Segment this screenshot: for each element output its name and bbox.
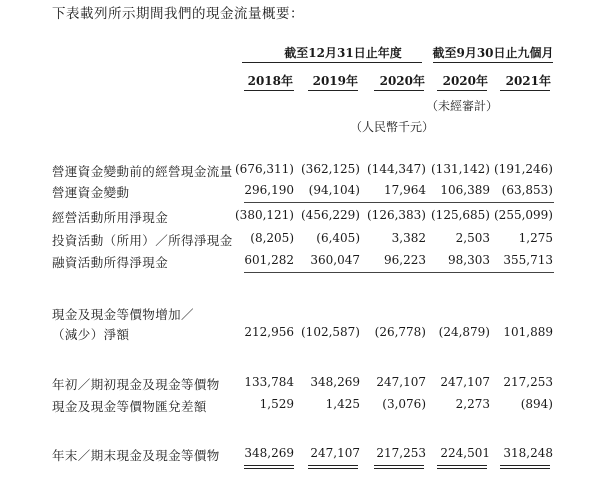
cell-value: 360,047 <box>310 253 360 267</box>
total-double-rule <box>374 468 424 469</box>
year-header-2019: 2019年 <box>312 74 358 88</box>
group-header-nine-months: 截至9月30日止九個月 <box>432 46 554 60</box>
row-label-line1: 現金及現金等價物增加／ <box>52 307 194 322</box>
year-rule <box>437 90 487 91</box>
cell-value: 296,190 <box>244 183 294 197</box>
total-double-rule <box>308 468 358 469</box>
cell-value: (362,125) <box>301 162 360 176</box>
group-rule-annual <box>242 62 422 63</box>
cell-value: (255,099) <box>494 208 553 222</box>
total-double-rule <box>500 465 550 466</box>
unaudited-note: （未經審計） <box>426 99 499 113</box>
year-rule <box>308 90 358 91</box>
row-label: 現金及現金等價物匯兌差額 <box>52 399 207 414</box>
cell-value: 1,425 <box>325 397 360 411</box>
cell-value: 224,501 <box>440 446 490 460</box>
total-double-rule <box>374 465 424 466</box>
cell-value: 217,253 <box>503 375 553 389</box>
cell-value: 101,889 <box>503 325 553 339</box>
row-label: （減少）淨額 <box>52 327 130 342</box>
row-label: 經營活動所用淨現金 <box>52 210 169 225</box>
cell-value: 1,275 <box>518 231 553 245</box>
cell-value: (63,853) <box>501 183 553 197</box>
year-header-2020-9m: 2020年 <box>442 74 488 88</box>
cell-value: (6,405) <box>316 231 360 245</box>
cell-value: 247,107 <box>310 446 360 460</box>
cell-value: 17,964 <box>384 183 426 197</box>
row-label: 年末／期末現金及現金等價物 <box>52 448 220 463</box>
cell-value: 348,269 <box>244 446 294 460</box>
group-header-annual: 截至12月31日止年度 <box>284 46 402 60</box>
total-double-rule <box>244 468 294 469</box>
year-rule <box>244 90 294 91</box>
cell-value: (380,121) <box>235 208 294 222</box>
cell-value: (125,685) <box>431 208 490 222</box>
total-double-rule <box>500 468 550 469</box>
cell-value: (144,347) <box>367 162 426 176</box>
cell-value: (676,311) <box>235 162 294 176</box>
row-label: 營運資金變動前的經營現金流量 <box>52 164 233 179</box>
cell-value: (191,246) <box>494 162 553 176</box>
row-label: 年初／期初現金及現金等價物 <box>52 377 220 392</box>
cell-value: 133,784 <box>244 375 294 389</box>
cell-value: 217,253 <box>376 446 426 460</box>
cell-value: (894) <box>520 397 553 411</box>
cell-value: 2,503 <box>455 231 490 245</box>
subtotal-rule <box>244 202 554 203</box>
cell-value: (131,142) <box>431 162 490 176</box>
cell-value: (26,778) <box>374 325 426 339</box>
cell-value: (126,383) <box>367 208 426 222</box>
cell-value: (3,076) <box>382 397 426 411</box>
row-label: 營運資金變動 <box>52 185 130 200</box>
cell-value: (94,104) <box>308 183 360 197</box>
year-header-2018: 2018年 <box>247 74 293 88</box>
intro-text: 下表載列所示期間我們的現金流量概要： <box>52 6 304 22</box>
cell-value: (102,587) <box>301 325 360 339</box>
cell-value: 98,303 <box>448 253 490 267</box>
cell-value: 348,269 <box>310 375 360 389</box>
year-header-2021-9m: 2021年 <box>505 74 551 88</box>
cell-value: (8,205) <box>250 231 294 245</box>
total-double-rule <box>437 465 487 466</box>
cell-value: 247,107 <box>440 375 490 389</box>
cell-value: 601,282 <box>244 253 294 267</box>
year-header-2020: 2020年 <box>379 74 425 88</box>
row-label: 投資活動（所用）／所得淨現金 <box>52 233 233 248</box>
total-double-rule <box>244 465 294 466</box>
row-label: 融資活動所得淨現金 <box>52 255 169 270</box>
total-double-rule <box>437 468 487 469</box>
cell-value: 212,956 <box>244 325 294 339</box>
cell-value: 355,713 <box>503 253 553 267</box>
unit-note: （人民幣千元） <box>350 120 435 134</box>
cell-value: (456,229) <box>301 208 360 222</box>
cell-value: 318,248 <box>503 446 553 460</box>
cell-value: 106,389 <box>440 183 490 197</box>
cell-value: 2,273 <box>455 397 490 411</box>
year-rule <box>500 90 550 91</box>
group-rule-nine-months <box>433 62 553 63</box>
cell-value: 96,223 <box>384 253 426 267</box>
cell-value: (24,879) <box>438 325 490 339</box>
cell-value: 3,382 <box>391 231 426 245</box>
subtotal-rule <box>244 272 554 273</box>
cell-value: 247,107 <box>376 375 426 389</box>
total-double-rule <box>308 465 358 466</box>
year-rule <box>374 90 424 91</box>
cell-value: 1,529 <box>259 397 294 411</box>
